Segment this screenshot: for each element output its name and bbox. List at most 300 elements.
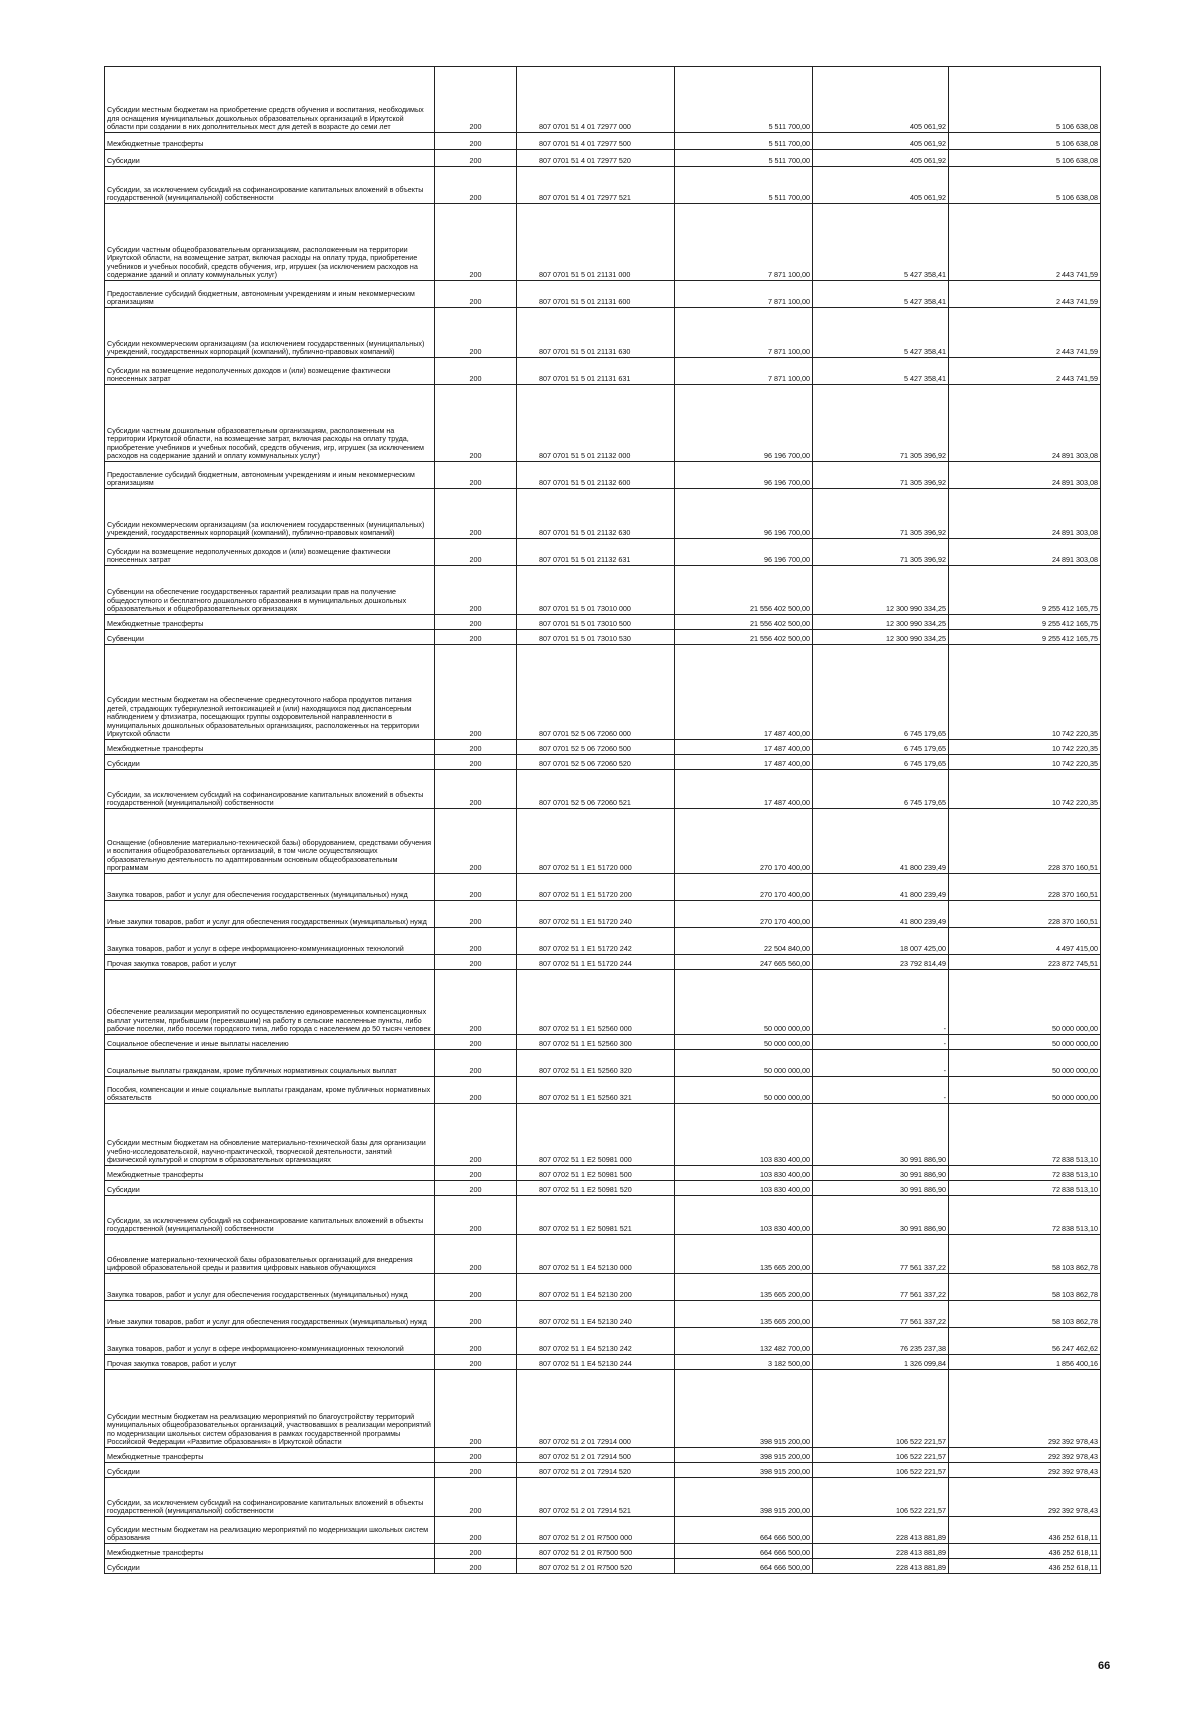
row-unexecuted-amount: 58 103 862,78 [949,1235,1101,1274]
row-name: Оснащение (обновление материально-технической базы) оборудованием, средствами обучения и воспитания общеобразовательных организаций, в том числе осуществляющих образовательную деятельность по адаптированным основным общеобразовательным программам [105,809,435,874]
row-name: Субсидии некоммерческим организациям (за исключением государственных (муниципальных) учреждений, государственных корпораций (компаний), публично-правовых компаний) [105,308,435,358]
row-executed-amount: 6 745 179,65 [813,755,949,770]
row-classification-code: 807 0702 51 1 E2 50981 500 [517,1166,675,1181]
row-unexecuted-amount: 50 000 000,00 [949,970,1101,1035]
row-executed-amount: 1 326 099,84 [813,1355,949,1370]
row-name: Субсидии местным бюджетам на обновление материально-технической базы для организации учебно-исследовательской, научно-практической, творческой деятельности, занятий физической культурой и спортом в образовательных организациях [105,1104,435,1166]
row-executed-amount: 5 427 358,41 [813,281,949,308]
row-unexecuted-amount: 1 856 400,16 [949,1355,1101,1370]
row-line-code: 200 [435,1035,517,1050]
row-name: Межбюджетные трансферты [105,1544,435,1559]
table-row [105,358,1101,385]
table-row [105,150,1101,167]
row-executed-amount: 228 413 881,89 [813,1517,949,1544]
row-line-code: 200 [435,1301,517,1328]
row-classification-code: 807 0701 51 5 01 21131 000 [517,204,675,281]
row-line-code: 200 [435,970,517,1035]
table-row [105,874,1101,901]
row-classification-code: 807 0701 51 4 01 72977 520 [517,150,675,167]
row-classification-code: 807 0702 51 1 E1 52560 300 [517,1035,675,1050]
row-unexecuted-amount: 10 742 220,35 [949,770,1101,809]
row-unexecuted-amount: 50 000 000,00 [949,1035,1101,1050]
table-row [105,630,1101,645]
row-unexecuted-amount: 72 838 513,10 [949,1196,1101,1235]
row-name: Закупка товаров, работ и услуг в сфере информационно-коммуникационных технологий [105,1328,435,1355]
table-row [105,539,1101,566]
row-name: Субсидии [105,755,435,770]
row-executed-amount: 77 561 337,22 [813,1301,949,1328]
row-unexecuted-amount: 292 392 978,43 [949,1478,1101,1517]
row-line-code: 200 [435,615,517,630]
row-classification-code: 807 0702 51 1 E4 52130 200 [517,1274,675,1301]
row-classification-code: 807 0701 51 5 01 21131 631 [517,358,675,385]
row-classification-code: 807 0702 51 2 01 72914 521 [517,1478,675,1517]
row-line-code: 200 [435,1328,517,1355]
row-name: Прочая закупка товаров, работ и услуг [105,955,435,970]
table-row [105,645,1101,740]
row-line-code: 200 [435,645,517,740]
row-approved-amount: 103 830 400,00 [675,1166,813,1181]
row-unexecuted-amount: 228 370 160,51 [949,809,1101,874]
row-line-code: 200 [435,385,517,462]
row-unexecuted-amount: 58 103 862,78 [949,1274,1101,1301]
row-approved-amount: 21 556 402 500,00 [675,566,813,615]
row-name: Предоставление субсидий бюджетным, автономным учреждениям и иным некоммерческим организациям [105,462,435,489]
row-name: Субсидии [105,150,435,167]
table-row [105,809,1101,874]
row-executed-amount: 228 413 881,89 [813,1544,949,1559]
row-executed-amount: - [813,970,949,1035]
row-executed-amount: - [813,1050,949,1077]
table-row [105,755,1101,770]
table-row [105,928,1101,955]
row-approved-amount: 398 915 200,00 [675,1463,813,1478]
row-executed-amount: 30 991 886,90 [813,1104,949,1166]
row-name: Иные закупки товаров, работ и услуг для обеспечения государственных (муниципальных) нужд [105,901,435,928]
row-approved-amount: 135 665 200,00 [675,1301,813,1328]
table-row [105,1448,1101,1463]
row-unexecuted-amount: 292 392 978,43 [949,1448,1101,1463]
row-line-code: 200 [435,1196,517,1235]
table-row [105,67,1101,133]
row-approved-amount: 664 666 500,00 [675,1544,813,1559]
table-row [105,1050,1101,1077]
row-approved-amount: 7 871 100,00 [675,281,813,308]
row-line-code: 200 [435,1166,517,1181]
row-name: Социальные выплаты гражданам, кроме публичных нормативных социальных выплат [105,1050,435,1077]
row-executed-amount: 106 522 221,57 [813,1448,949,1463]
row-line-code: 200 [435,1050,517,1077]
row-approved-amount: 103 830 400,00 [675,1196,813,1235]
row-unexecuted-amount: 72 838 513,10 [949,1104,1101,1166]
row-unexecuted-amount: 292 392 978,43 [949,1370,1101,1448]
row-executed-amount: 77 561 337,22 [813,1235,949,1274]
row-name: Субсидии, за исключением субсидий на софинансирование капитальных вложений в объекты государственной (муниципальной) собственности [105,167,435,204]
row-unexecuted-amount: 72 838 513,10 [949,1181,1101,1196]
row-executed-amount: 30 991 886,90 [813,1196,949,1235]
table-row [105,489,1101,539]
row-executed-amount: 5 427 358,41 [813,358,949,385]
row-name: Субсидии местным бюджетам на приобретение средств обучения и воспитания, необходимых для оснащения муниципальных дошкольных образовательных организаций в Иркутской области при создании в них дополнительных мест для детей в возрасте до семи лет [105,67,435,133]
row-approved-amount: 270 170 400,00 [675,874,813,901]
table-row [105,901,1101,928]
row-executed-amount: 12 300 990 334,25 [813,630,949,645]
row-line-code: 200 [435,1448,517,1463]
row-approved-amount: 7 871 100,00 [675,204,813,281]
row-executed-amount: 18 007 425,00 [813,928,949,955]
row-classification-code: 807 0702 51 2 01 72914 520 [517,1463,675,1478]
row-line-code: 200 [435,874,517,901]
row-approved-amount: 50 000 000,00 [675,1077,813,1104]
table-row [105,1104,1101,1166]
row-classification-code: 807 0702 51 2 01 72914 500 [517,1448,675,1463]
row-name: Субсидии, за исключением субсидий на софинансирование капитальных вложений в объекты государственной (муниципальной) собственности [105,770,435,809]
row-unexecuted-amount: 24 891 303,08 [949,489,1101,539]
row-classification-code: 807 0702 51 1 E1 52560 000 [517,970,675,1035]
row-unexecuted-amount: 56 247 462,62 [949,1328,1101,1355]
row-executed-amount: 41 800 239,49 [813,901,949,928]
budget-table-sheet [104,66,1100,1574]
row-executed-amount: 106 522 221,57 [813,1370,949,1448]
row-line-code: 200 [435,1355,517,1370]
row-approved-amount: 398 915 200,00 [675,1370,813,1448]
row-classification-code: 807 0701 51 5 01 73010 530 [517,630,675,645]
table-row [105,770,1101,809]
row-approved-amount: 5 511 700,00 [675,150,813,167]
row-line-code: 200 [435,358,517,385]
row-line-code: 200 [435,1559,517,1574]
row-classification-code: 807 0701 52 5 06 72060 520 [517,755,675,770]
table-row [105,1235,1101,1274]
row-approved-amount: 50 000 000,00 [675,970,813,1035]
table-row [105,1035,1101,1050]
row-name: Субсидии местным бюджетам на реализацию мероприятий по благоустройству территорий муниципальных общеобразовательных организаций, участвовавших в реализации мероприятий по модернизации школьных систем образования в рамках государственной программы Российской Федерации «Развитие образования» в Иркутской области [105,1370,435,1448]
row-executed-amount: 228 413 881,89 [813,1559,949,1574]
row-classification-code: 807 0702 51 2 01 72914 000 [517,1370,675,1448]
row-classification-code: 807 0701 52 5 06 72060 521 [517,770,675,809]
row-name: Субсидии на возмещение недополученных доходов и (или) возмещение фактически понесенных затрат [105,539,435,566]
row-approved-amount: 7 871 100,00 [675,308,813,358]
row-unexecuted-amount: 50 000 000,00 [949,1050,1101,1077]
row-executed-amount: 106 522 221,57 [813,1463,949,1478]
row-classification-code: 807 0701 52 5 06 72060 000 [517,645,675,740]
row-executed-amount: 71 305 396,92 [813,462,949,489]
table-row [105,1544,1101,1559]
row-line-code: 200 [435,308,517,358]
table-row [105,204,1101,281]
row-line-code: 200 [435,1274,517,1301]
row-line-code: 200 [435,150,517,167]
row-line-code: 200 [435,770,517,809]
row-classification-code: 807 0701 52 5 06 72060 500 [517,740,675,755]
row-classification-code: 807 0701 51 5 01 73010 500 [517,615,675,630]
row-executed-amount: 405 061,92 [813,133,949,150]
row-line-code: 200 [435,489,517,539]
row-approved-amount: 103 830 400,00 [675,1181,813,1196]
row-approved-amount: 270 170 400,00 [675,901,813,928]
row-line-code: 200 [435,901,517,928]
page-number: 66 [1098,1660,1111,1672]
row-executed-amount: - [813,1077,949,1104]
row-approved-amount: 21 556 402 500,00 [675,615,813,630]
row-approved-amount: 96 196 700,00 [675,385,813,462]
row-classification-code: 807 0702 51 1 E2 50981 521 [517,1196,675,1235]
row-approved-amount: 132 482 700,00 [675,1328,813,1355]
row-name: Субсидии местным бюджетам на обеспечение среднесуточного набора продуктов питания детей, страдающих туберкулезной интоксикацией и (или) находящихся под диспансерным наблюдением у фтизиатра, посещающих группы оздоровительной направленности в муниципальных дошкольных образовательных организациях, расположенных на территории Иркутской области [105,645,435,740]
row-name: Субсидии [105,1181,435,1196]
row-classification-code: 807 0702 51 1 E1 52560 320 [517,1050,675,1077]
row-executed-amount: 30 991 886,90 [813,1181,949,1196]
row-line-code: 200 [435,1463,517,1478]
row-unexecuted-amount: 2 443 741,59 [949,281,1101,308]
row-name: Обеспечение реализации мероприятий по осуществлению единовременных компенсационных выплат учителям, прибывшим (переехавшим) на работу в сельские населенные пункты, либо рабочие поселки, либо поселки городского типа, либо города с населением до 50 тысяч человек [105,970,435,1035]
row-executed-amount: 71 305 396,92 [813,539,949,566]
row-approved-amount: 50 000 000,00 [675,1050,813,1077]
row-name: Межбюджетные трансферты [105,740,435,755]
table-row [105,1301,1101,1328]
row-classification-code: 807 0701 51 5 01 21131 630 [517,308,675,358]
row-classification-code: 807 0701 51 5 01 21132 600 [517,462,675,489]
row-line-code: 200 [435,755,517,770]
row-unexecuted-amount: 24 891 303,08 [949,462,1101,489]
row-name: Субсидии [105,1463,435,1478]
table-row [105,1355,1101,1370]
row-unexecuted-amount: 2 443 741,59 [949,358,1101,385]
row-name: Межбюджетные трансферты [105,1448,435,1463]
row-approved-amount: 17 487 400,00 [675,755,813,770]
row-name: Предоставление субсидий бюджетным, автономным учреждениям и иным некоммерческим организациям [105,281,435,308]
row-approved-amount: 17 487 400,00 [675,740,813,755]
row-unexecuted-amount: 58 103 862,78 [949,1301,1101,1328]
row-unexecuted-amount: 228 370 160,51 [949,901,1101,928]
row-executed-amount: 405 061,92 [813,167,949,204]
table-row [105,1077,1101,1104]
row-executed-amount: 106 522 221,57 [813,1478,949,1517]
row-executed-amount: 76 235 237,38 [813,1328,949,1355]
row-approved-amount: 103 830 400,00 [675,1104,813,1166]
row-unexecuted-amount: 9 255 412 165,75 [949,566,1101,615]
row-name: Субсидии, за исключением субсидий на софинансирование капитальных вложений в объекты государственной (муниципальной) собственности [105,1196,435,1235]
table-row [105,308,1101,358]
row-classification-code: 807 0701 51 5 01 73010 000 [517,566,675,615]
row-executed-amount: 23 792 814,49 [813,955,949,970]
row-classification-code: 807 0702 51 2 01 R7500 520 [517,1559,675,1574]
row-approved-amount: 17 487 400,00 [675,645,813,740]
row-name: Прочая закупка товаров, работ и услуг [105,1355,435,1370]
row-approved-amount: 22 504 840,00 [675,928,813,955]
row-line-code: 200 [435,133,517,150]
row-approved-amount: 3 182 500,00 [675,1355,813,1370]
row-name: Субсидии некоммерческим организациям (за исключением государственных (муниципальных) учреждений, государственных корпораций (компаний), публично-правовых компаний) [105,489,435,539]
row-line-code: 200 [435,630,517,645]
row-unexecuted-amount: 228 370 160,51 [949,874,1101,901]
table-row [105,1166,1101,1181]
row-classification-code: 807 0701 51 4 01 72977 521 [517,167,675,204]
table-row [105,385,1101,462]
row-name: Пособия, компенсации и иные социальные выплаты гражданам, кроме публичных нормативных обязательств [105,1077,435,1104]
row-classification-code: 807 0702 51 1 E4 52130 240 [517,1301,675,1328]
row-unexecuted-amount: 9 255 412 165,75 [949,630,1101,645]
row-name: Иные закупки товаров, работ и услуг для обеспечения государственных (муниципальных) нужд [105,1301,435,1328]
row-approved-amount: 398 915 200,00 [675,1478,813,1517]
row-classification-code: 807 0701 51 5 01 21132 000 [517,385,675,462]
row-line-code: 200 [435,167,517,204]
row-unexecuted-amount: 436 252 618,11 [949,1544,1101,1559]
row-unexecuted-amount: 72 838 513,10 [949,1166,1101,1181]
row-name: Межбюджетные трансферты [105,133,435,150]
row-name: Закупка товаров, работ и услуг для обеспечения государственных (муниципальных) нужд [105,874,435,901]
row-name: Субсидии частным дошкольным образовательным организациям, расположенным на территории Иркутской области, на возмещение затрат, включая расходы на оплату труда, приобретение учебников и учебных пособий, средств обучения, игр, игрушек (за исключением расходов на содержание зданий и оплату коммунальных услуг) [105,385,435,462]
row-line-code: 200 [435,462,517,489]
table-row [105,615,1101,630]
row-unexecuted-amount: 50 000 000,00 [949,1077,1101,1104]
row-name: Субсидии частным общеобразовательным организациям, расположенным на территории Иркутской области, на возмещение затрат, включая расходы на оплату труда, приобретение учебников и учебных пособий, средств обучения, игр, игрушек (за исключением расходов на содержание зданий и оплату коммунальных услуг) [105,204,435,281]
row-unexecuted-amount: 436 252 618,11 [949,1517,1101,1544]
row-name: Закупка товаров, работ и услуг для обеспечения государственных (муниципальных) нужд [105,1274,435,1301]
table-row [105,740,1101,755]
row-unexecuted-amount: 5 106 638,08 [949,67,1101,133]
row-name: Субвенции [105,630,435,645]
row-name: Межбюджетные трансферты [105,1166,435,1181]
row-line-code: 200 [435,1181,517,1196]
table-row [105,1463,1101,1478]
row-classification-code: 807 0701 51 4 01 72977 500 [517,133,675,150]
row-line-code: 200 [435,566,517,615]
row-classification-code: 807 0702 51 1 E2 50981 520 [517,1181,675,1196]
row-classification-code: 807 0702 51 1 E1 52560 321 [517,1077,675,1104]
table-row [105,955,1101,970]
row-classification-code: 807 0702 51 1 E2 50981 000 [517,1104,675,1166]
row-unexecuted-amount: 10 742 220,35 [949,755,1101,770]
row-approved-amount: 270 170 400,00 [675,809,813,874]
row-line-code: 200 [435,67,517,133]
row-line-code: 200 [435,1370,517,1448]
row-approved-amount: 96 196 700,00 [675,462,813,489]
row-executed-amount: 5 427 358,41 [813,204,949,281]
row-approved-amount: 664 666 500,00 [675,1559,813,1574]
table-row [105,167,1101,204]
table-row [105,1370,1101,1448]
row-line-code: 200 [435,1544,517,1559]
table-row [105,1181,1101,1196]
row-name: Субсидии [105,1559,435,1574]
row-approved-amount: 96 196 700,00 [675,489,813,539]
row-line-code: 200 [435,539,517,566]
row-unexecuted-amount: 9 255 412 165,75 [949,615,1101,630]
row-executed-amount: 405 061,92 [813,67,949,133]
row-unexecuted-amount: 10 742 220,35 [949,740,1101,755]
row-classification-code: 807 0702 51 1 E4 52130 242 [517,1328,675,1355]
row-executed-amount: 405 061,92 [813,150,949,167]
row-name: Социальное обеспечение и иные выплаты населению [105,1035,435,1050]
table-row [105,970,1101,1035]
row-name: Закупка товаров, работ и услуг в сфере информационно-коммуникационных технологий [105,928,435,955]
row-unexecuted-amount: 5 106 638,08 [949,150,1101,167]
row-executed-amount: 6 745 179,65 [813,770,949,809]
row-classification-code: 807 0701 51 5 01 21132 630 [517,489,675,539]
table-row [105,1478,1101,1517]
row-approved-amount: 21 556 402 500,00 [675,630,813,645]
table-row [105,566,1101,615]
budget-execution-table [104,66,1101,1574]
table-row [105,1517,1101,1544]
row-classification-code: 807 0701 51 5 01 21132 631 [517,539,675,566]
row-approved-amount: 5 511 700,00 [675,67,813,133]
row-executed-amount: - [813,1035,949,1050]
row-line-code: 200 [435,928,517,955]
row-executed-amount: 6 745 179,65 [813,645,949,740]
row-line-code: 200 [435,1104,517,1166]
row-approved-amount: 96 196 700,00 [675,539,813,566]
row-name: Субсидии на возмещение недополученных доходов и (или) возмещение фактически понесенных затрат [105,358,435,385]
table-row [105,1196,1101,1235]
row-classification-code: 807 0702 51 1 E1 51720 244 [517,955,675,970]
row-approved-amount: 5 511 700,00 [675,133,813,150]
row-classification-code: 807 0702 51 2 01 R7500 500 [517,1544,675,1559]
row-classification-code: 807 0702 51 1 E1 51720 240 [517,901,675,928]
table-row [105,281,1101,308]
row-name: Обновление материально-технической базы образовательных организаций для внедрения цифровой образовательной среды и развития цифровых навыков обучающихся [105,1235,435,1274]
row-unexecuted-amount: 24 891 303,08 [949,385,1101,462]
row-classification-code: 807 0702 51 1 E1 51720 000 [517,809,675,874]
row-approved-amount: 7 871 100,00 [675,358,813,385]
row-approved-amount: 664 666 500,00 [675,1517,813,1544]
row-approved-amount: 398 915 200,00 [675,1448,813,1463]
row-line-code: 200 [435,1517,517,1544]
row-name: Межбюджетные трансферты [105,615,435,630]
row-unexecuted-amount: 223 872 745,51 [949,955,1101,970]
row-executed-amount: 41 800 239,49 [813,874,949,901]
row-line-code: 200 [435,955,517,970]
row-executed-amount: 12 300 990 334,25 [813,566,949,615]
row-name: Субсидии, за исключением субсидий на софинансирование капитальных вложений в объекты государственной (муниципальной) собственности [105,1478,435,1517]
row-classification-code: 807 0701 51 4 01 72977 000 [517,67,675,133]
table-body [105,67,1101,1574]
row-executed-amount: 71 305 396,92 [813,489,949,539]
row-line-code: 200 [435,204,517,281]
row-unexecuted-amount: 24 891 303,08 [949,539,1101,566]
row-executed-amount: 5 427 358,41 [813,308,949,358]
row-name: Субсидии местным бюджетам на реализацию мероприятий по модернизации школьных систем образования [105,1517,435,1544]
table-row [105,1274,1101,1301]
table-row [105,462,1101,489]
row-line-code: 200 [435,281,517,308]
row-unexecuted-amount: 2 443 741,59 [949,308,1101,358]
row-unexecuted-amount: 5 106 638,08 [949,133,1101,150]
row-unexecuted-amount: 10 742 220,35 [949,645,1101,740]
row-executed-amount: 77 561 337,22 [813,1274,949,1301]
row-unexecuted-amount: 292 392 978,43 [949,1463,1101,1478]
row-line-code: 200 [435,809,517,874]
row-unexecuted-amount: 2 443 741,59 [949,204,1101,281]
row-unexecuted-amount: 4 497 415,00 [949,928,1101,955]
row-name: Субвенции на обеспечение государственных гарантий реализации прав на получение общедоступного и бесплатного дошкольного образования в муниципальных дошкольных образовательных и общеобразовательных организациях [105,566,435,615]
row-executed-amount: 12 300 990 334,25 [813,615,949,630]
row-executed-amount: 71 305 396,92 [813,385,949,462]
row-executed-amount: 30 991 886,90 [813,1166,949,1181]
row-line-code: 200 [435,1235,517,1274]
table-row [105,1328,1101,1355]
row-unexecuted-amount: 436 252 618,11 [949,1559,1101,1574]
row-classification-code: 807 0702 51 1 E4 52130 244 [517,1355,675,1370]
row-classification-code: 807 0701 51 5 01 21131 600 [517,281,675,308]
table-row [105,133,1101,150]
row-line-code: 200 [435,1077,517,1104]
row-approved-amount: 247 665 560,00 [675,955,813,970]
row-unexecuted-amount: 5 106 638,08 [949,167,1101,204]
row-approved-amount: 17 487 400,00 [675,770,813,809]
row-approved-amount: 5 511 700,00 [675,167,813,204]
